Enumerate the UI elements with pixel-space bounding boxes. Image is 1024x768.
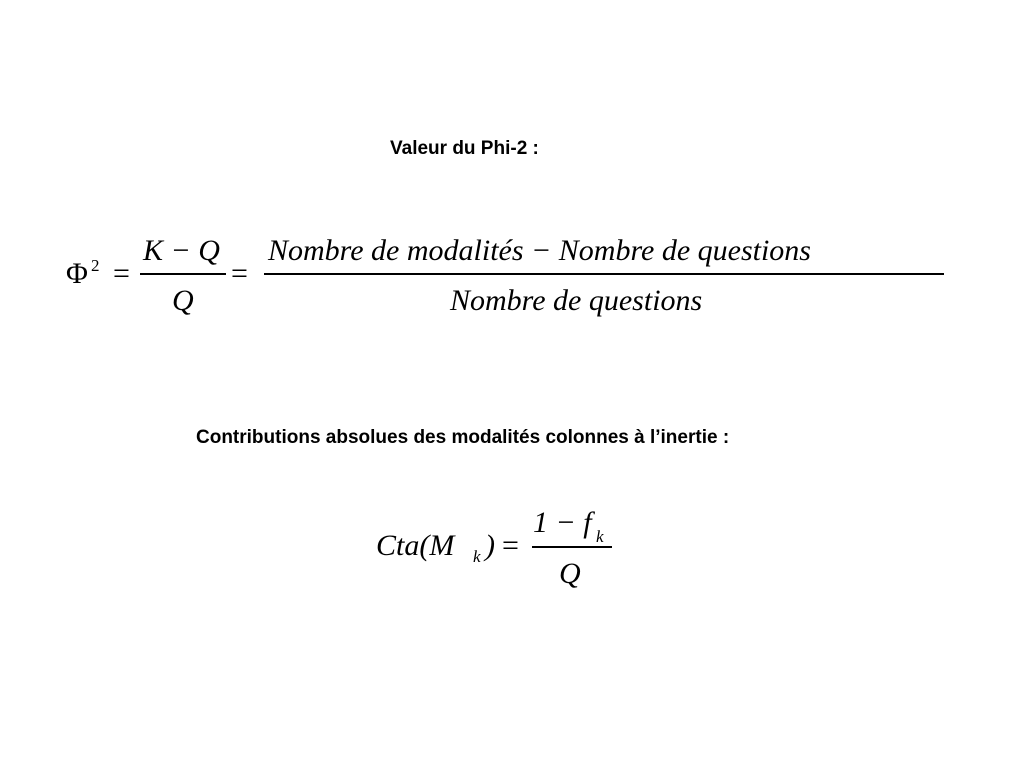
fraction1-denominator: Q [172, 284, 194, 317]
cta-lhs: Cta(M [376, 529, 455, 562]
fraction2-bar [264, 273, 944, 275]
fraction2-numerator: Nombre de modalités − Nombre de questions [268, 234, 811, 267]
fraction2-denominator: Nombre de questions [450, 284, 703, 317]
contributions-heading: Contributions absolues des modalités colonnes à l’inertie : [196, 427, 730, 448]
phi-2-heading: Valeur du Phi-2 : [390, 138, 539, 159]
cta-numerator: 1 − f [533, 506, 592, 539]
cta-equals-sign: = [502, 529, 519, 562]
cta-fraction-bar [532, 546, 612, 548]
fraction1-numerator: K − Q [143, 234, 220, 267]
equals-sign-2: = [231, 257, 248, 290]
equals-sign-1: = [113, 257, 130, 290]
cta-lhs-close-paren: ) [485, 529, 495, 562]
phi-symbol: Φ [66, 257, 88, 290]
phi-exponent: 2 [91, 256, 100, 275]
fraction1-bar [140, 273, 226, 275]
cta-denominator: Q [559, 557, 581, 590]
cta-lhs-subscript: k [473, 547, 481, 566]
cta-numerator-subscript: k [596, 527, 604, 546]
